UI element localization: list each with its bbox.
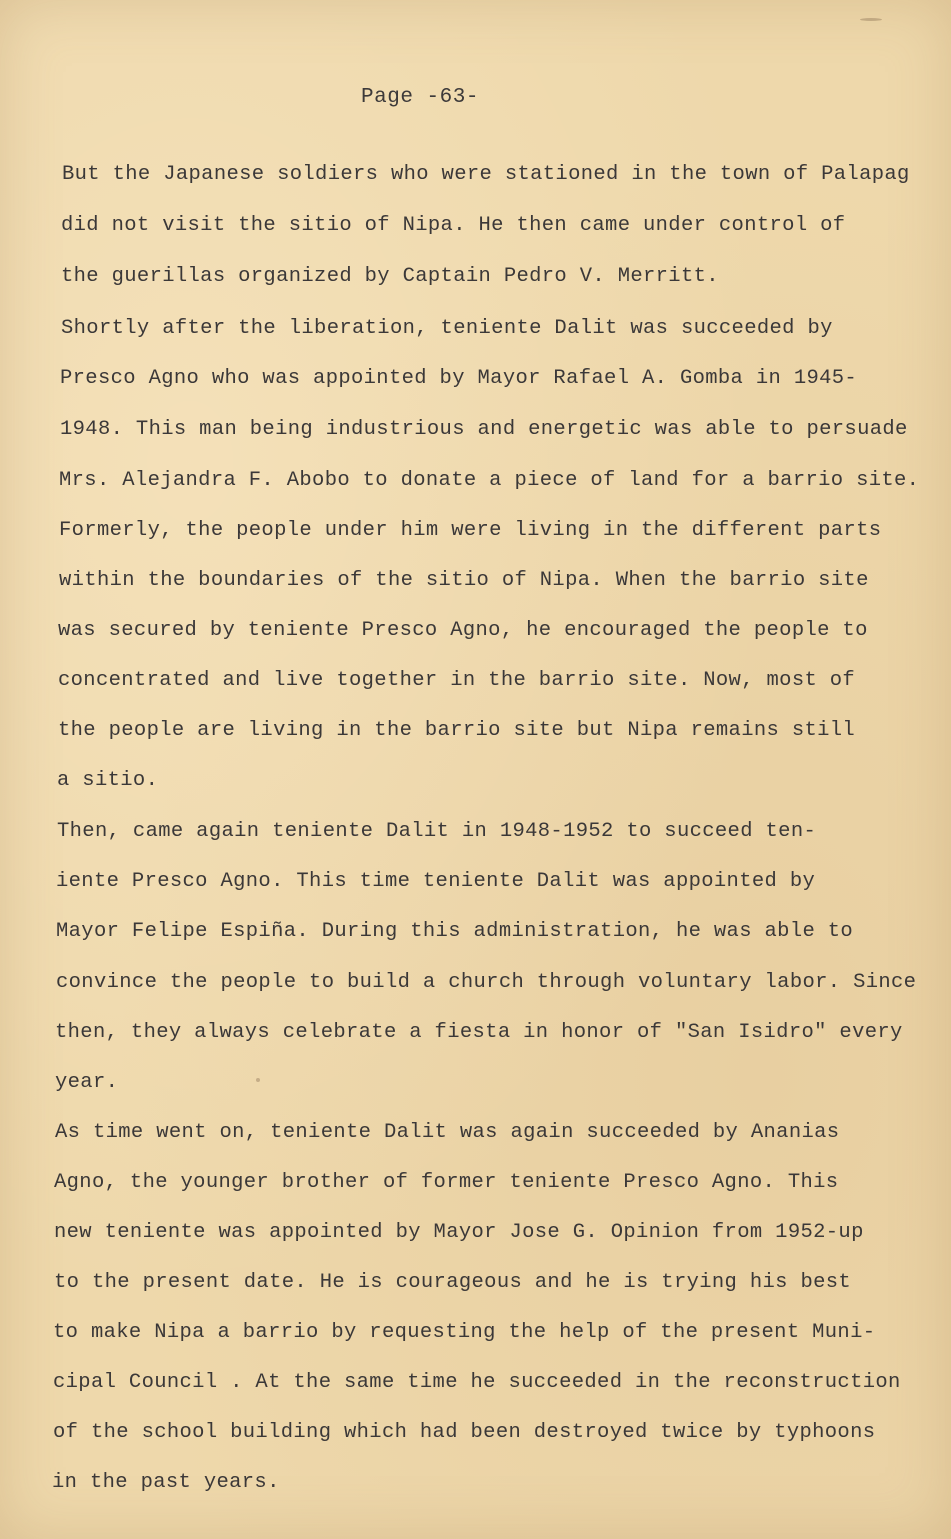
text-line: Then, came again teniente Dalit in 1948-1952 to succeed ten-	[57, 820, 817, 843]
text-line: As time went on, teniente Dalit was again succeeded by Ananias	[55, 1121, 840, 1144]
text-line: Presco Agno who was appointed by Mayor Rafael A. Gomba in 1945-	[60, 367, 858, 390]
ink-speck-mark	[256, 1078, 260, 1082]
text-line: new teniente was appointed by Mayor Jose G. Opinion from 1952-up	[54, 1221, 864, 1244]
text-line: But the Japanese soldiers who were stationed in the town of Palapag	[62, 163, 910, 186]
text-line: in the past years.	[52, 1471, 280, 1494]
text-line: Agno, the younger brother of former teniente Presco Agno. This	[54, 1171, 839, 1194]
text-line: was secured by teniente Presco Agno, he encouraged the people to	[58, 619, 868, 642]
text-line: Shortly after the liberation, teniente Dalit was succeeded by	[61, 317, 833, 340]
text-line: concentrated and live together in the barrio site. Now, most of	[58, 669, 856, 692]
text-line: Mrs. Alejandra F. Abobo to donate a piece of land for a barrio site.	[59, 469, 920, 492]
text-line: convince the people to build a church through voluntary labor. Since	[56, 971, 917, 994]
text-line: year.	[55, 1071, 119, 1094]
text-line: the guerillas organized by Captain Pedro V. Merritt.	[61, 265, 719, 288]
page-number: Page -63-	[361, 86, 479, 109]
text-line: a sitio.	[57, 769, 159, 792]
text-line: to the present date. He is courageous and he is trying his best	[54, 1271, 852, 1294]
ink-smudge-mark	[860, 18, 882, 21]
text-line: Mayor Felipe Espiña. During this administration, he was able to	[56, 920, 854, 943]
text-line: cipal Council . At the same time he succeeded in the reconstruction	[53, 1371, 901, 1394]
text-line: to make Nipa a barrio by requesting the help of the present Muni-	[53, 1321, 876, 1344]
text-line: iente Presco Agno. This time teniente Dalit was appointed by	[56, 870, 816, 893]
text-line: within the boundaries of the sitio of Nipa. When the barrio site	[59, 569, 869, 592]
text-line: Formerly, the people under him were living in the different parts	[59, 519, 882, 542]
text-line: did not visit the sitio of Nipa. He then came under control of	[61, 214, 846, 237]
text-line: then, they always celebrate a fiesta in honor of "San Isidro" every	[55, 1021, 903, 1044]
text-line: 1948. This man being industrious and energetic was able to persuade	[60, 418, 908, 441]
text-line: the people are living in the barrio site but Nipa remains still	[58, 719, 856, 742]
text-line: of the school building which had been destroyed twice by typhoons	[53, 1421, 876, 1444]
